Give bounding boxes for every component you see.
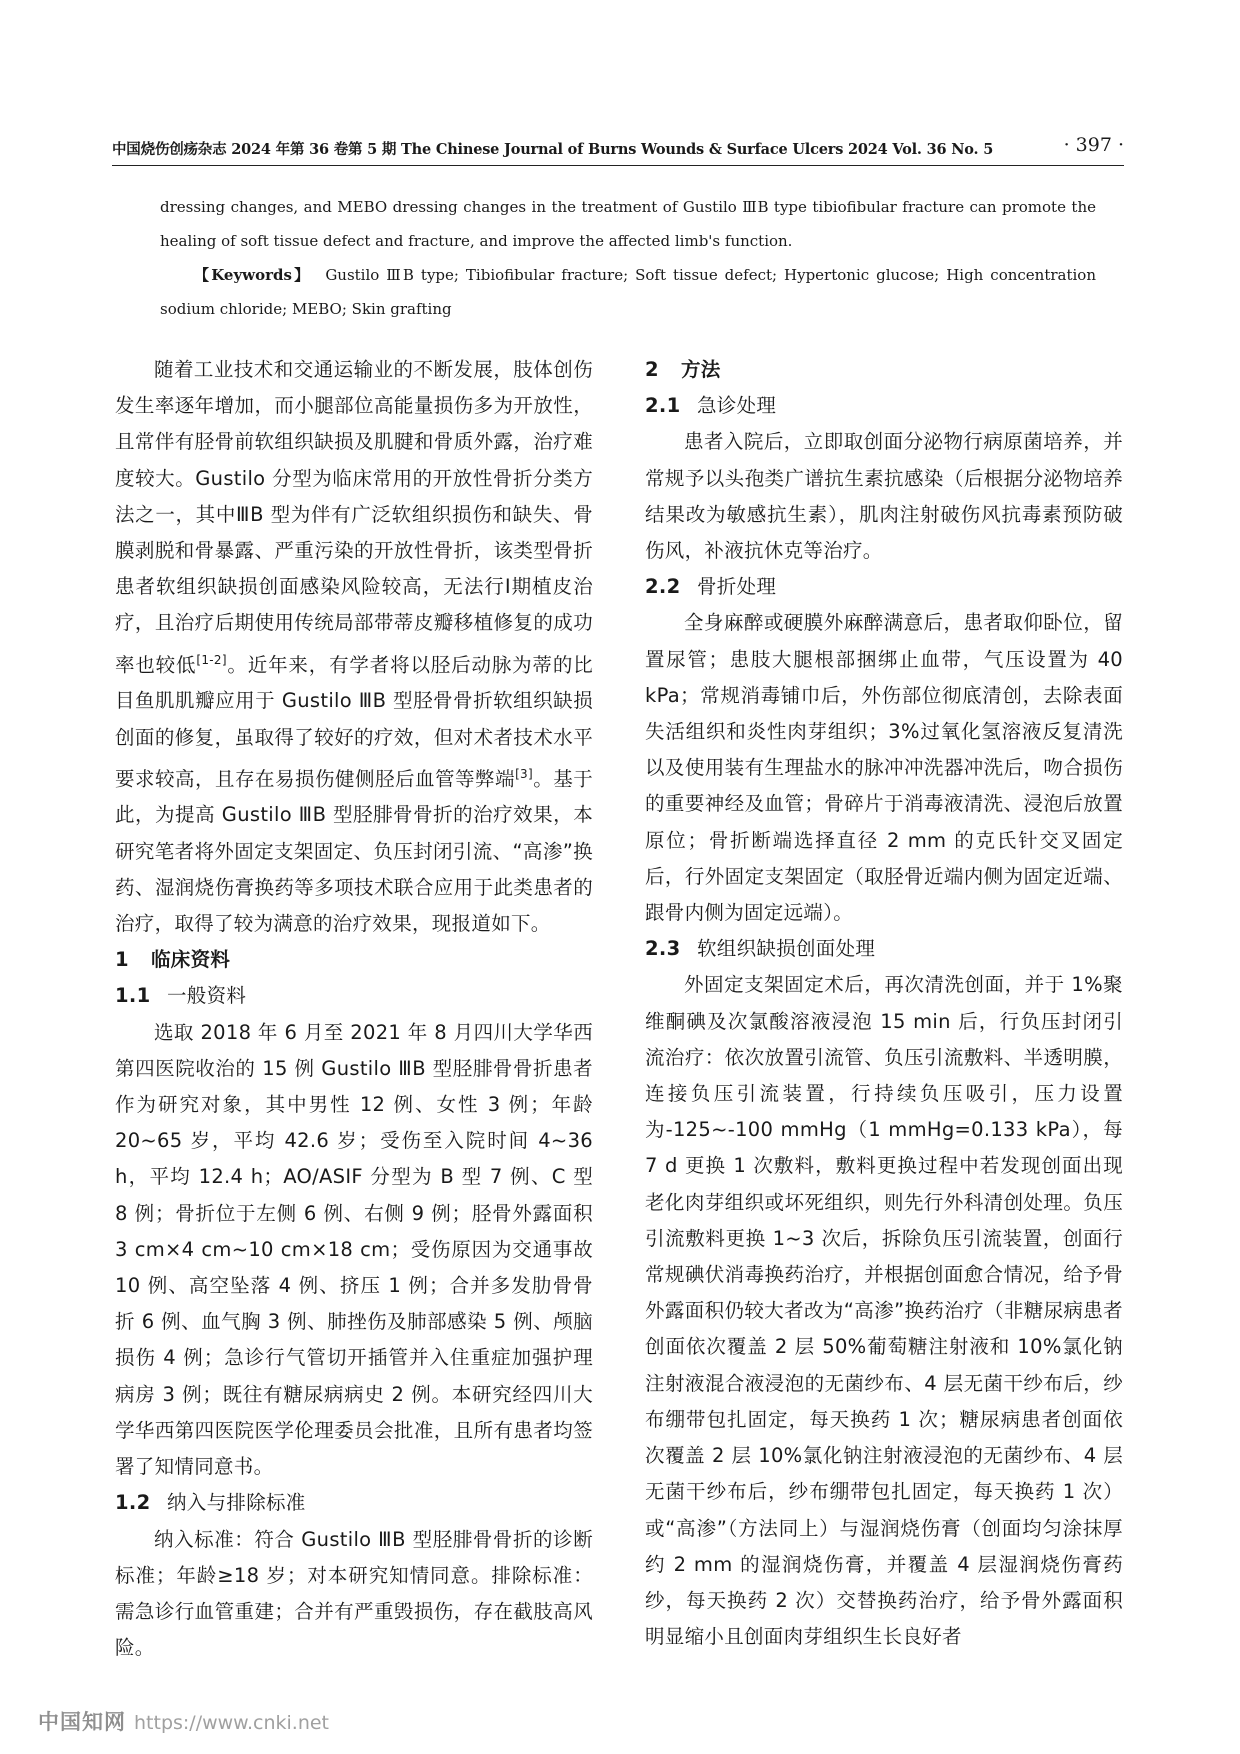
subsection-heading-2-3: 2.3 软组织缺损创面处理 [645,937,876,961]
journal-header-text: 中国烧伤创疡杂志 2024 年第 36 卷第 5 期 The Chinese Journal of Burns Wounds & Surface Ulcers 2024 Vol. 36 No. 5 [112,141,994,158]
paragraph-2-3: 外固定支架固定术后，再次清洗创面，并于 1%聚维酮碘及次氯酸溶液浸泡 15 min 后，行负压封闭引流治疗：依次放置引流管、负压引流敷料、半透明膜，连接负压引流装置，行持续负压吸引，压力设置为-125~-100 mmHg（1 mmHg=0.133 kPa），每 7 d 更换 1 次敷料，敷料更换过程中若发现创面出现老化肉芽组织或坏死组织，则先行外科清创处理。负压引流敷料更换 1~3 次后，拆除负压引流装置，创面行常规碘伏消毒换药治疗，并根据创面愈合情况，给予骨外露面积仍较大者改为“高渗”换药治疗（非糖尿病患者创面依次覆盖 2 层 50%葡萄糖注射液和 10%氯化钠注射液混合液浸泡的无菌纱布、4 层无菌干纱布后，纱布绷带包扎固定，每天换药 1 次；糖尿病患者创面依次覆盖 2 层 10%氯化钠注射液浸泡的无菌纱布、4 层无菌干纱布后，纱布绷带包扎固定，每天换药 1 次）或“高渗”（方法同上）与湿润烧伤膏（创面均匀涂抹厚约 2 mm 的湿润烧伤膏，并覆盖 4 层湿润烧伤膏药纱，每天换药 2 次）交替换药治疗，给予骨外露面积明显缩小且创面肉芽组织生长良好者 [645,973,1123,1649]
intro-text-3: 。基于此，为提高 Gustilo ⅢB 型胫腓骨骨折的治疗效果，本研究笔者将外固定支架固定、负压封闭引流、“高渗”换药、湿润烧伤膏换药等多项技术联合应用于此类患者的治疗，取得了较为满意的治疗效果，现报道如下。 [115,767,593,936]
subsection-heading-1-1: 1.1 一般资料 [115,984,247,1008]
subsection-heading-1-2: 1.2 纳入与排除标准 [115,1491,306,1515]
page-number: · 397 · [1063,134,1124,156]
right-column [645,352,1123,1655]
intro-text: 随着工业技术和交通运输业的不断发展，肢体创伤发生率逐年增加，而小腿部位高能量损伤多为开放性，且常伴有胫骨前软组织缺损及肌腱和骨质外露，治疗难度较大。Gustilo 分型为临床常用的开放性骨折分类方法之一，其中ⅢB 型为伴有广泛软组织损伤和缺失、骨膜剥脱和骨暴露、严重污染的开放性骨折，该类型骨折患者软组织缺损创面感染风险较高，无法行Ⅰ期植皮治疗，且治疗后期使用传统局部带蒂皮瓣移植修复的成功率也较低 [115,358,593,677]
intro-paragraph [115,352,593,942]
section-heading-2: 2 方法 [645,358,721,381]
subsection-heading-2-2: 2.2 骨折处理 [645,575,777,599]
keywords-row [160,258,1096,326]
abstract-continuation [160,190,1096,326]
section-heading-1: 1 临床资料 [115,948,231,972]
watermark-footer [38,1706,329,1736]
running-header [112,132,1124,162]
subsection-heading-2-1: 2.1 急诊处理 [645,394,777,418]
paragraph-1-1: 选取 2018 年 6 月至 2021 年 8 月四川大学华西第四医院收治的 15 例 Gustilo ⅢB 型胫腓骨骨折患者作为研究对象，其中男性 12 例、女性 3 例；年龄 20~65 岁，平均 42.6 岁；受伤至入院时间 4~36 h，平均 12.4 h；AO/ASIF 分型为 B 型 7 例、C 型 8 例；骨折位于左侧 6 例、右侧 9 例；胫骨外露面积 3 cm×4 cm~10 cm×18 cm；受伤原因为交通事故 10 例、高空坠落 4 例、挤压 1 例；合并多发肋骨骨折 6 例、血气胸 3 例、肺挫伤及肺部感染 5 例、颅脑损伤 4 例；急诊行气管切开插管并入住重症加强护理病房 3 例；既往有糖尿病病史 2 例。本研究经四川大学华西第四医院医学伦理委员会批准，且所有患者均签署了知情同意书。 [115,1020,593,1479]
paragraph-1-2: 纳入标准：符合 Gustilo ⅢB 型胫腓骨骨折的诊断标准；年龄≥18 岁；对本研究知情同意。排除标准：需急诊行血管重建；合并有严重毁损伤，存在截肢高风险。 [115,1527,593,1660]
cnki-logo: 中国知网 [38,1710,126,1734]
keywords-text: Gustilo ⅢB type; Tibiofibular fracture; Soft tissue defect; Hypertonic glucose; High concentration sodium chloride; MEBO; Skin grafting [160,266,1096,318]
keywords-label: 【Keywords】 [194,266,312,284]
header-divider [112,165,1124,166]
paragraph-2-2: 全身麻醉或硬膜外麻醉满意后，患者取仰卧位，留置尿管；患肢大腿根部捆绑止血带，气压设置为 40 kPa；常规消毒铺巾后，外伤部位彻底清创，去除表面失活组织和炎性肉芽组织；3%过氧化氢溶液反复清洗以及使用装有生理盐水的脉冲冲洗器冲洗后，吻合损伤的重要神经及血管；骨碎片于消毒液清洗、浸泡后放置原位；骨折断端选择直径 2 mm 的克氏针交叉固定后，行外固定支架固定（取胫骨近端内侧为固定近端、跟骨内侧为固定远端）。 [645,611,1123,925]
intro-text-2: 。近年来，有学者将以胫后动脉为蒂的比目鱼肌肌瓣应用于 Gustilo ⅢB 型胫骨骨折软组织缺损创面的修复，虽取得了较好的疗效，但对术者技术水平要求较高，且存在易损伤健侧胫后血管等弊端 [115,653,593,791]
citation-ref[interactable]: [1-2] [196,652,227,667]
abstract-text: dressing changes, and MEBO dressing changes in the treatment of Gustilo ⅢB type tibiofibular fracture can promote the healing of soft tissue defect and fracture, and improve the affected limb's function. [160,198,1096,250]
left-column [115,352,593,1666]
citation-ref[interactable]: [3] [515,766,533,781]
paragraph-2-1: 患者入院后，立即取创面分泌物行病原菌培养，并常规予以头孢类广谱抗生素抗感染（后根据分泌物培养结果改为敏感抗生素），肌肉注射破伤风抗毒素预防破伤风，补液抗休克等治疗。 [645,430,1123,563]
cnki-url[interactable]: https://www.cnki.net [134,1712,330,1734]
